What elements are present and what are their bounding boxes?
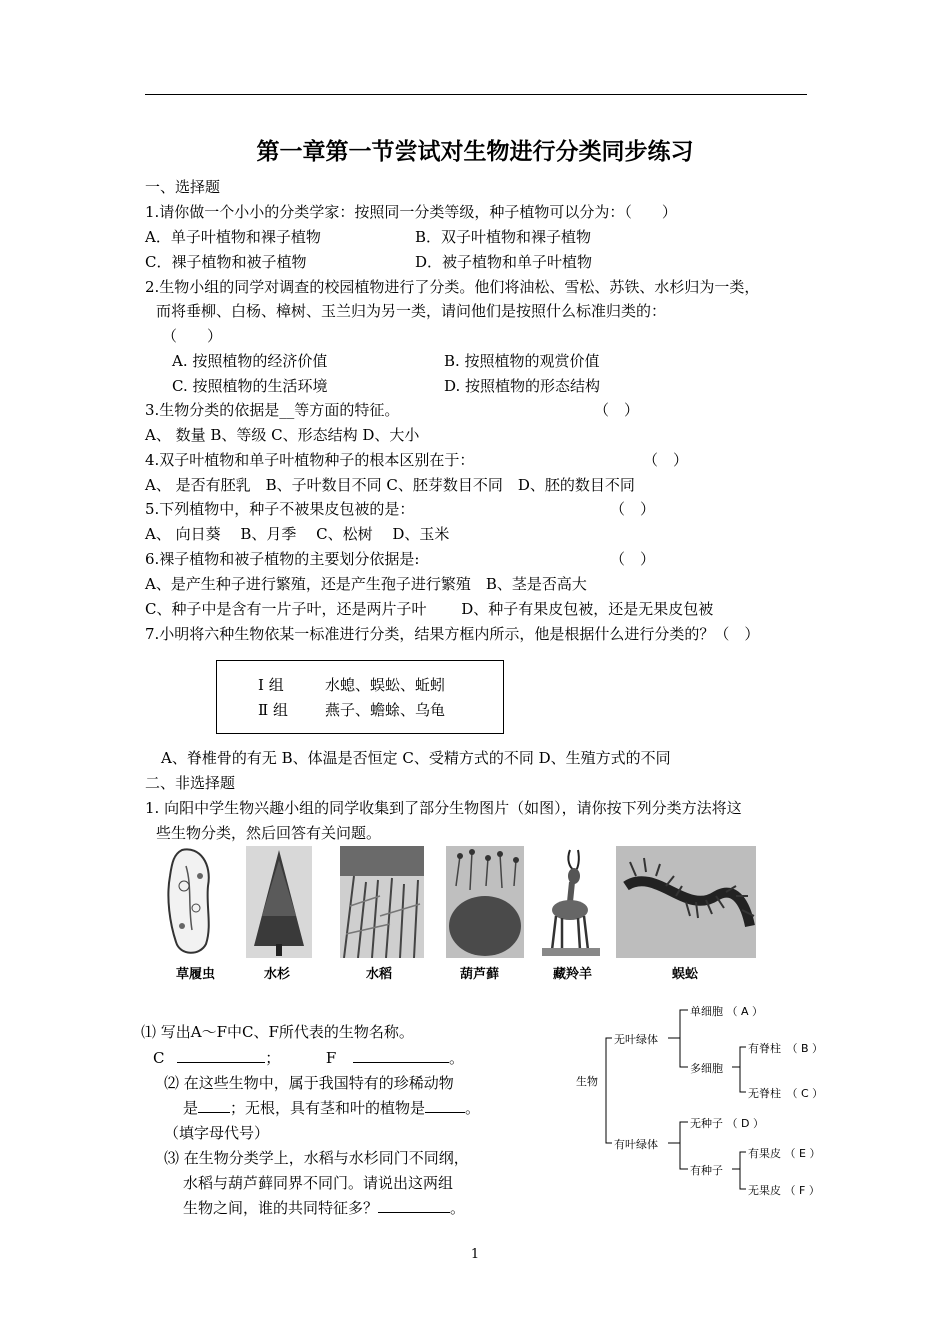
tree-without-pericarp: 无果皮 （ F ） xyxy=(748,1184,820,1197)
q4-options: A、 是否有胚乳 B、子叶数目不同 C、胚芽数目不同 D、胚的数目不同 xyxy=(145,476,635,494)
sub3-end: 。 xyxy=(450,1199,466,1217)
q4-answer-paren: （ ） xyxy=(643,451,689,469)
q1-option-c: C．裸子植物和被子植物 xyxy=(145,253,307,271)
q2-option-b: B. 按照植物的观赏价值 xyxy=(444,352,600,370)
p1-sub2-line1: ⑵ 在这些生物中，属于我国特有的珍稀动物 xyxy=(164,1074,454,1092)
answer-rare-animal-blank[interactable] xyxy=(198,1112,230,1113)
centipede-illustration xyxy=(616,846,756,958)
header-rule xyxy=(145,94,807,95)
q4-stem: 4.双子叶植物和单子叶植物种子的根本区别在于： xyxy=(145,451,475,469)
metasequoia-illustration xyxy=(246,846,312,958)
q6-options-line1: A、是产生种子进行繁殖，还是产生孢子进行繁殖 B、茎是否高大 xyxy=(145,575,587,593)
q7-stem: 7.小明将六种生物依某一标准进行分类，结果方框内所示，他是根据什么进行分类的？（ ） xyxy=(145,625,760,643)
p1-sub2-note: （填字母代号） xyxy=(164,1124,270,1142)
answer-common-feature-blank[interactable] xyxy=(378,1212,450,1213)
label-metasequoia: 水杉 xyxy=(264,967,291,982)
q7-group2-members: 燕子、蟾蜍、乌龟 xyxy=(325,701,446,719)
q3-answer-paren: （ ） xyxy=(594,401,640,419)
p1-sub1-answer-line xyxy=(153,1048,464,1068)
antelope-illustration xyxy=(540,846,602,958)
q7-group-box xyxy=(216,660,504,734)
tree-multicellular: 多细胞 xyxy=(690,1062,723,1075)
classification-tree xyxy=(574,1000,834,1205)
q5-stem: 5.下列植物中，种子不被果皮包被的是： xyxy=(145,500,415,518)
label-rice: 水稻 xyxy=(366,967,393,982)
answer-plant-blank[interactable] xyxy=(425,1112,465,1113)
p1-sub3-line3 xyxy=(183,1198,465,1218)
moss-illustration xyxy=(446,846,524,958)
q2-stem-line1: 2.生物小组的同学对调查的校园植物进行了分类。他们将油松、雪松、苏铁、水杉归为一类， xyxy=(145,278,760,296)
q2-option-a: A. 按照植物的经济价值 xyxy=(172,352,328,370)
q2-option-c: C. 按照植物的生活环境 xyxy=(172,377,328,395)
answer-f-label: F xyxy=(325,1049,337,1067)
sub2-end: 。 xyxy=(465,1099,481,1117)
section-heading-nonchoice: 二、非选择题 xyxy=(145,774,236,792)
q3-options: A、 数量 B、等级 C、形态结构 D、大小 xyxy=(145,426,420,444)
q6-options-line2: C、种子中是含有一片子叶，还是两片子叶 D、种子有果皮包被，还是无果皮包被 xyxy=(145,600,714,618)
q2-option-d: D. 按照植物的形态结构 xyxy=(444,377,601,395)
q1-option-d: D．被子植物和单子叶植物 xyxy=(415,253,593,271)
sub2-prefix: 是 xyxy=(183,1099,199,1117)
label-centipede: 蜈蚣 xyxy=(672,967,699,982)
label-antelope: 藏羚羊 xyxy=(553,967,593,982)
q7-group1-members: 水螅、蜈蚣、蚯蚓 xyxy=(325,676,446,694)
section-heading-choice: 一、选择题 xyxy=(145,178,221,196)
label-paramecium: 草履虫 xyxy=(176,967,216,982)
q7-group2-label: Ⅱ 组 xyxy=(258,701,288,719)
p1-stem-line1: 1. 向阳中学生物兴趣小组的同学收集到了部分生物图片（如图），请你按下列分类方法将这 xyxy=(145,799,742,817)
q6-answer-paren: （ ） xyxy=(610,550,656,568)
page-number: 1 xyxy=(470,1247,480,1262)
tree-seed: 有种子 xyxy=(690,1164,723,1177)
q1-option-b: B．双子叶植物和裸子植物 xyxy=(415,228,592,246)
tree-with-pericarp: 有果皮 （ E ） xyxy=(748,1147,821,1160)
q1-option-a: A．单子叶植物和裸子植物 xyxy=(145,228,321,246)
page-title: 第一章第一节尝试对生物进行分类同步练习 xyxy=(256,139,694,165)
tree-vertebrate: 有脊柱 （ B ） xyxy=(748,1042,824,1055)
tree-chlorophyll: 有叶绿体 xyxy=(614,1138,658,1151)
answer-c-blank[interactable] xyxy=(177,1062,265,1063)
paramecium-illustration xyxy=(162,846,218,958)
answer-f-blank[interactable] xyxy=(353,1062,449,1063)
q2-stem-line3: （ ） xyxy=(162,327,223,345)
q6-stem: 6.裸子植物和被子植物的主要划分依据是: xyxy=(145,550,420,568)
q7-group1-label: Ⅰ 组 xyxy=(258,676,284,694)
p1-sub3-line2: 水稻与葫芦藓同界不同门。请说出这两组 xyxy=(183,1174,454,1192)
p1-sub3-line1: ⑶ 在生物分类学上，水稻与水杉同门不同纲， xyxy=(164,1149,469,1167)
q5-options: A、 向日葵 B、月季 C、松树 D、玉米 xyxy=(145,525,450,543)
answer-c-label: C xyxy=(153,1049,165,1067)
answer-f-period: 。 xyxy=(449,1049,465,1067)
q2-stem-line2: 而将垂柳、白杨、樟树、玉兰归为另一类，请问他们是按照什么标准归类的： xyxy=(156,302,667,320)
q5-answer-paren: （ ） xyxy=(610,500,656,518)
q7-options: A、脊椎骨的有无 B、体温是否恒定 C、受精方式的不同 D、生殖方式的不同 xyxy=(161,749,671,767)
answer-c-semicolon: ； xyxy=(265,1049,281,1067)
q1-stem: 1.请你做一个小小的分类学家：按照同一分类等级，种子植物可以分为：（ ） xyxy=(145,203,677,221)
sub2-middle: ；无根，具有茎和叶的植物是 xyxy=(230,1099,426,1117)
rice-illustration xyxy=(340,846,424,958)
p1-sub2-line2 xyxy=(183,1098,480,1118)
p1-sub1: ⑴ 写出A～F中C、F所代表的生物名称。 xyxy=(141,1023,414,1041)
label-moss: 葫芦藓 xyxy=(460,967,500,982)
sub3-question: 生物之间，谁的共同特征多？ xyxy=(183,1199,379,1217)
tree-invertebrate: 无脊柱 （ C ） xyxy=(748,1087,824,1100)
tree-no-seed: 无种子 （ D ） xyxy=(690,1117,764,1130)
p1-stem-line2: 些生物分类，然后回答有关问题。 xyxy=(156,824,382,842)
tree-unicellular: 单细胞 （ A ） xyxy=(690,1005,764,1018)
tree-no-chlorophyll: 无叶绿体 xyxy=(614,1033,658,1046)
q3-stem: 3.生物分类的依据是__等方面的特征。 xyxy=(145,401,400,419)
tree-root: 生物 xyxy=(576,1075,598,1088)
